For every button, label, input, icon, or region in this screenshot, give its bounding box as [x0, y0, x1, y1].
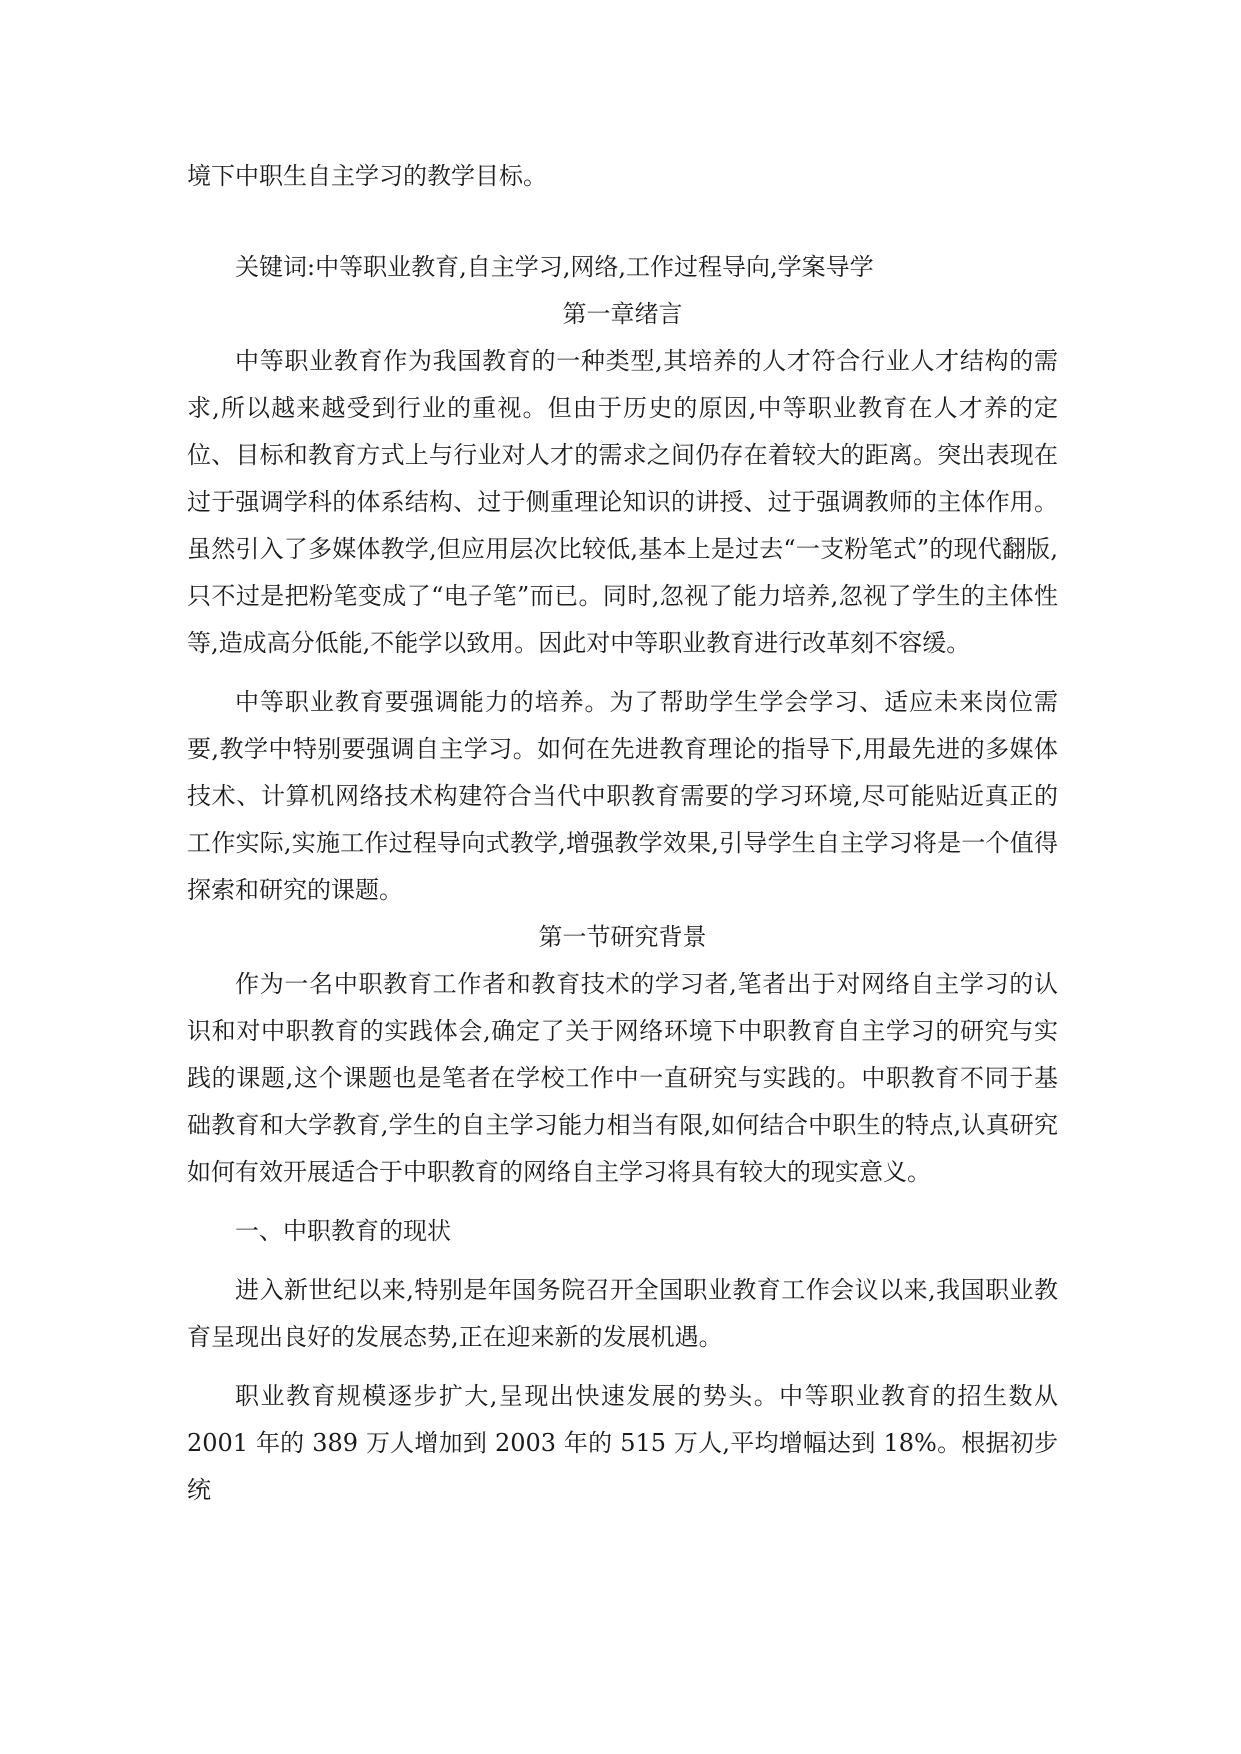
- paragraph-status-2: 职业教育规模逐步扩大,呈现出快速发展的势头。中等职业教育的招生数从2001 年的 389 万人增加到 2003 年的 515 万人,平均增幅达到 18%。根据初步统: [187, 1382, 1058, 1504]
- paragraph-intro-2: 中等职业教育要强调能力的培养。为了帮助学生学会学习、适应未来岗位需要,教学中特别要强调自主学习。如何在先进教育理论的指导下,用最先进的多媒体技术、计算机网络技术构建符合当代中职教育需要的学习环境,尽可能贴近真正的工作实际,实施工作过程导向式教学,增强教学效果,引导学生自主学习将是一个值得探索和研究的课题。: [187, 688, 1058, 904]
- paragraph-background: 作为一名中职教育工作者和教育技术的学习者,笔者出于对网络自主学习的认识和对中职教育的实践体会,确定了关于网络环境下中职教育自主学习的研究与实践的课题,这个课题也是笔者在学校工作中一直研究与实践的。中职教育不同于基础教育和大学教育,学生的自主学习能力相当有限,如何结合中职生的特点,认真研究如何有效开展适合于中职教育的网络自主学习将具有较大的现实意义。: [187, 970, 1058, 1186]
- paragraph-continuation: 境下中职生自主学习的教学目标。: [187, 162, 547, 190]
- subsection-heading: 一、中职教育的现状: [235, 1217, 451, 1245]
- paragraph-intro-1: 中等职业教育作为我国教育的一种类型,其培养的人才符合行业人才结构的需求,所以越来越受到行业的重视。但由于历史的原因,中等职业教育在人才养的定位、目标和教育方式上与行业对人才的需求之间仍存在着较大的距离。突出表现在过于强调学科的体系结构、过于侧重理论知识的讲授、过于强调教师的主体作用。虽然引入了多媒体教学,但应用层次比较低,基本上是过去“一支粉笔式”的现代翻版,只不过是把粉笔变成了“电子笔”而已。同时,忽视了能力培养,忽视了学生的主体性等,造成高分低能,不能学以致用。因此对中等职业教育进行改革刻不容缓。: [187, 347, 1058, 657]
- chapter-heading: 第一章绪言: [562, 300, 683, 328]
- keywords-line: 关键词:中等职业教育,自主学习,网络,工作过程导向,学案导学: [235, 253, 874, 281]
- section-heading: 第一节研究背景: [538, 923, 707, 951]
- paragraph-status-1: 进入新世纪以来,特别是年国务院召开全国职业教育工作会议以来,我国职业教育呈现出良好的发展态势,正在迎来新的发展机遇。: [187, 1276, 1058, 1351]
